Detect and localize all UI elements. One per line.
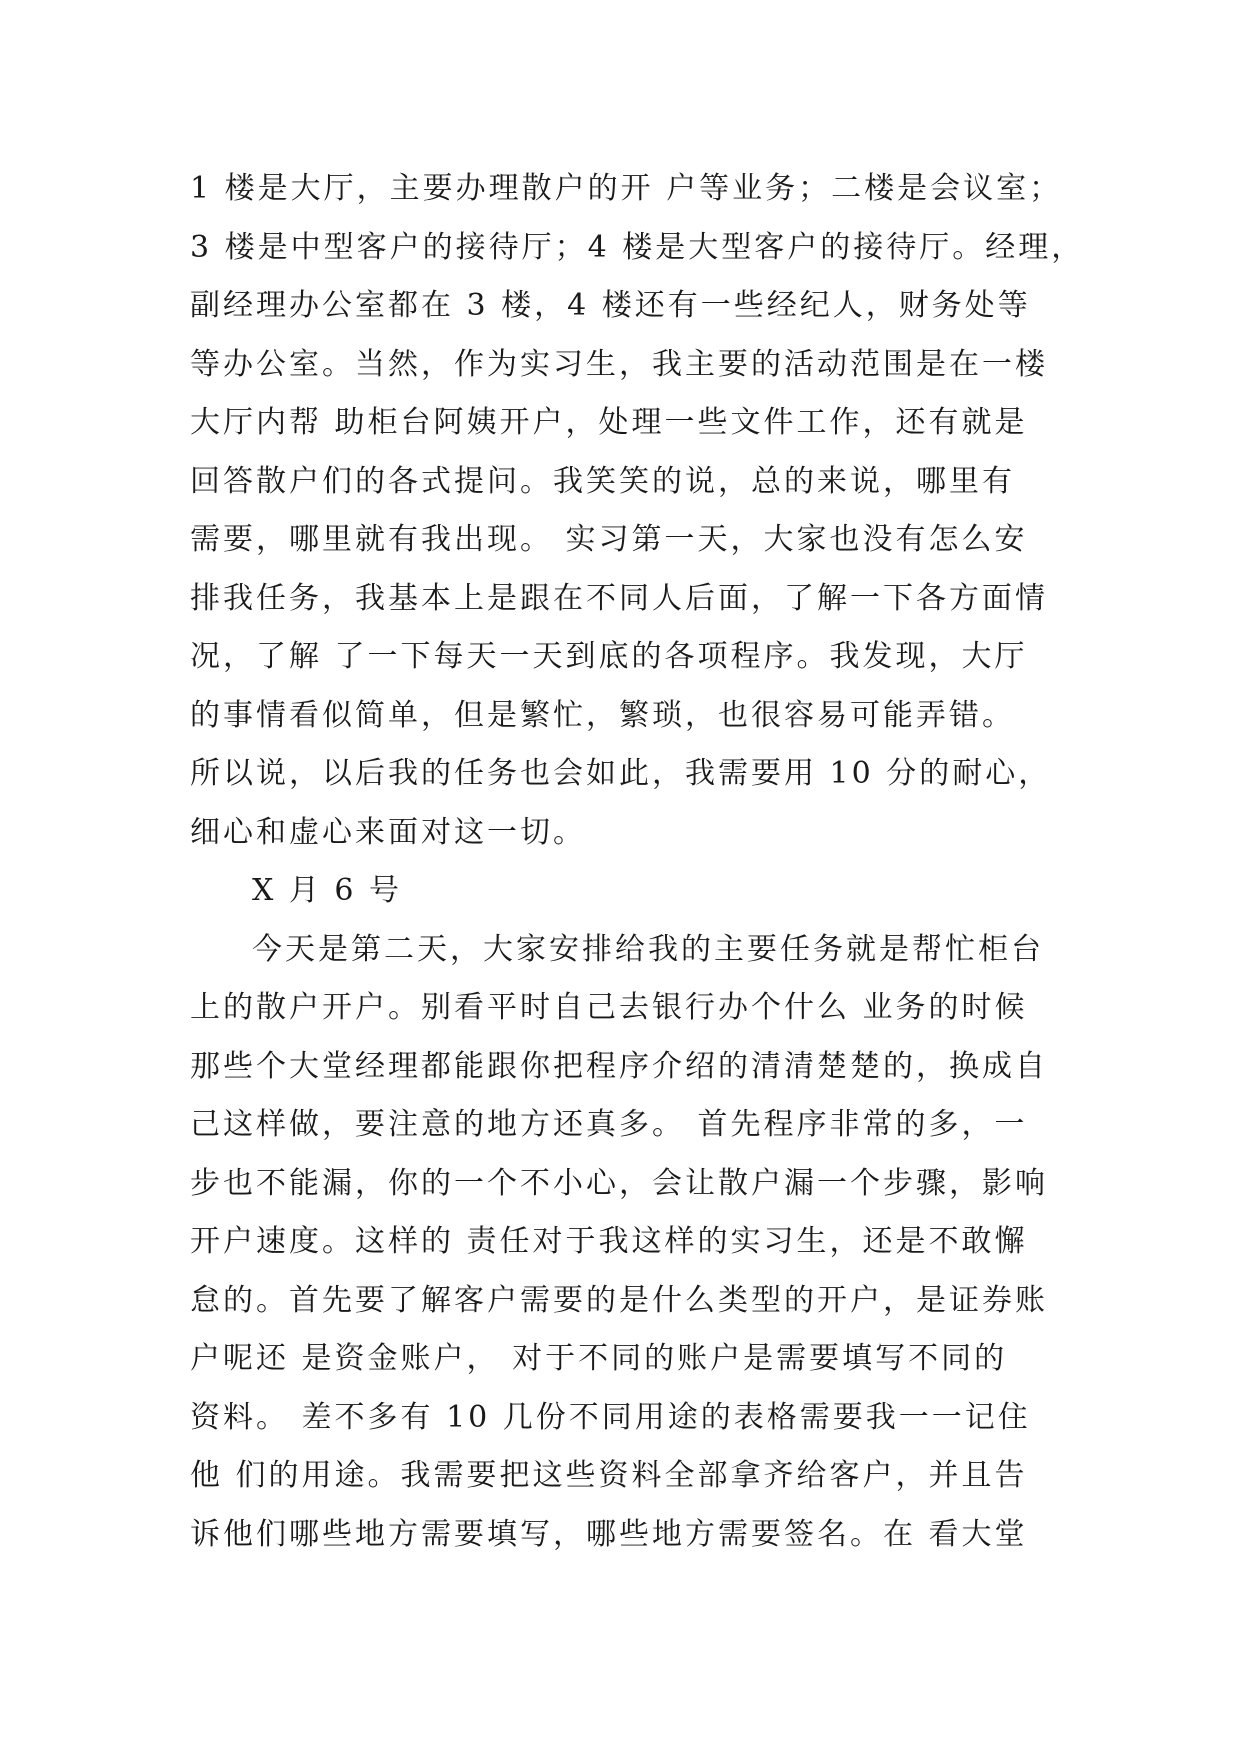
text-line: 大厅内帮 助柜台阿姨开户，处理一些文件工作，还有就是	[190, 405, 1028, 440]
text-line: 开户速度。这样的 责任对于我这样的实习生，还是不敢懈	[190, 1224, 1028, 1259]
text-line: 回答散户们的各式提问。我笑笑的说，总的来说，哪里有	[190, 463, 1015, 499]
text-line: 今天是第二天，大家安排给我的主要任务就是帮忙柜台	[252, 931, 1044, 967]
text-line: 1 楼是大厅，主要办理散户的开 户等业务；二楼是会议室；	[190, 171, 1063, 206]
text-line: 诉他们哪些地方需要填写，哪些地方需要签名。在 看大堂	[190, 1516, 1028, 1552]
text-line: 需要，哪里就有我出现。 实习第一天，大家也没有怎么安	[190, 522, 1028, 557]
text-line: 排我任务，我基本上是跟在不同人后面，了解一下各方面情	[190, 580, 1048, 616]
date-heading: X 月 6 号	[252, 873, 403, 908]
text-line: 况，了解 了一下每天一天到底的各项程序。我发现，大厅	[190, 639, 1028, 674]
text-line: 所以说，以后我的任务也会如此，我需要用 10 分的耐心，	[190, 756, 1052, 791]
text-line: 己这样做，要注意的地方还真多。 首先程序非常的多，一	[190, 1107, 1028, 1142]
text-line: 3 楼是中型客户的接待厅；4 楼是大型客户的接待厅。经理，	[190, 229, 1085, 265]
text-line: 步也不能漏，你的一个不小心，会让散户漏一个步骤，影响	[190, 1165, 1048, 1201]
text-line: 上的散户开户。别看平时自己去银行办个什么 业务的时候	[190, 990, 1028, 1025]
text-line: 等办公室。当然，作为实习生，我主要的活动范围是在一楼	[190, 346, 1048, 382]
text-line: 细心和虚心来面对这一切。	[190, 814, 586, 850]
document-body	[190, 160, 1085, 1564]
text-line: 那些个大堂经理都能跟你把程序介绍的清清楚楚的，换成自	[190, 1048, 1048, 1084]
text-line: 他 们的用途。我需要把这些资料全部拿齐给客户，并且告	[190, 1458, 1028, 1493]
text-line: 怠的。首先要了解客户需要的是什么类型的开户，是证券账	[190, 1282, 1048, 1318]
text-line: 户呢还 是资金账户， 对于不同的账户是需要填写不同的	[190, 1341, 1008, 1376]
text-line: 副经理办公室都在 3 楼，4 楼还有一些经纪人，财务处等	[190, 288, 1031, 323]
text-line: 的事情看似简单，但是繁忙，繁琐，也很容易可能弄错。	[190, 697, 1015, 733]
text-line: 资料。 差不多有 10 几份不同用途的表格需要我一一记住	[190, 1399, 1031, 1435]
